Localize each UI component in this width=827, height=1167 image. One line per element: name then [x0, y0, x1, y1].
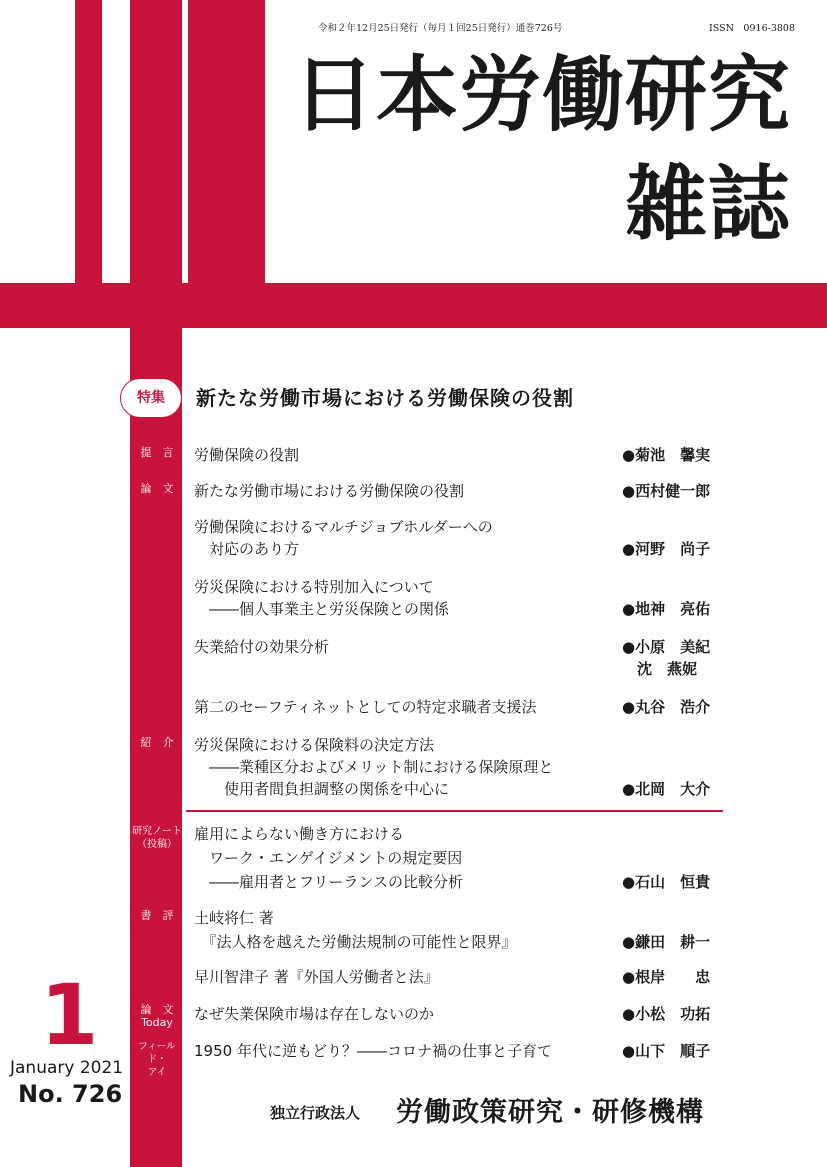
toc-author: ●地神 亮佑 — [622, 600, 711, 618]
toc-line: 『法人格を越えた労働法規制の可能性と限界』 — [194, 933, 517, 951]
toc-author: ●河野 尚子 — [622, 540, 711, 558]
toc-label: 論 文 — [140, 482, 174, 495]
toc-author: ●菊池 馨実 — [622, 446, 711, 464]
toc-line: 新たな労働市場における労働保険の役割 — [194, 482, 465, 500]
toc-line: 1950 年代に逆もどり？――コロナ禍の仕事と子育て — [194, 1042, 552, 1060]
journal-title-line1: 日本労働研究 — [292, 48, 791, 143]
toc-line: 早川智津子 著『外国人労働者と法』 — [194, 968, 439, 986]
toc-line: 失業給付の効果分析 — [194, 638, 330, 656]
toc-line: 労働保険の役割 — [194, 446, 300, 464]
red-band-horizontal — [0, 283, 827, 328]
toc-author: 沈 燕妮 — [622, 660, 698, 678]
white-gap-left — [0, 0, 75, 283]
feature-heading — [120, 378, 780, 418]
section-divider — [186, 810, 723, 812]
toc-author: ●西村健一郎 — [622, 482, 711, 500]
publisher-prefix: 独立行政法人 — [270, 1104, 361, 1122]
white-gap-right — [182, 0, 188, 283]
toc-line: 使用者間負担調整の関係を中心に — [194, 780, 450, 798]
issue-no: No. 726 — [18, 1080, 123, 1108]
toc-line: ――業種区分およびメリット制における保険原理と — [194, 758, 554, 776]
feature-badge: 特集 — [120, 378, 182, 418]
toc-line: 労働保険におけるマルチジョブホルダーへの — [194, 518, 493, 536]
toc-line: ――個人事業主と労災保険との関係 — [194, 600, 450, 618]
publication-info: 令和２年12月25日発行（毎月１回25日発行）通巻726号 — [318, 23, 563, 34]
toc-line: 対応のあり方 — [194, 540, 300, 558]
toc-line: なぜ失業保険市場は存在しないのか — [194, 1005, 435, 1023]
toc-line: 土岐将仁 著 — [194, 909, 274, 927]
toc-label: 紹 介 — [140, 736, 174, 749]
toc-author: ●小原 美紀 — [622, 638, 711, 656]
toc-label: 研究ノート （投稿） — [132, 826, 182, 850]
toc-author: ●山下 順子 — [622, 1042, 711, 1060]
publisher-name: 労働政策研究・研修機構 — [396, 1097, 704, 1128]
toc-label: 論 文 Today — [140, 1003, 174, 1029]
toc-line: ――雇用者とフリーランスの比較分析 — [194, 873, 463, 891]
white-gap-center — [102, 0, 130, 283]
toc-label: フィールド・ アイ — [138, 1041, 176, 1078]
issue-month: January 2021 — [10, 1058, 124, 1078]
toc-author: ●北岡 大介 — [622, 780, 711, 798]
toc-author: ●丸谷 浩介 — [622, 698, 711, 716]
toc-line: 労災保険における特別加入について — [194, 578, 434, 596]
toc-author: ●小松 功拓 — [622, 1005, 711, 1023]
red-band-mid-vertical — [188, 0, 265, 283]
issn: ISSN 0916-3808 — [709, 23, 795, 34]
toc-author: ●鎌田 耕一 — [622, 933, 711, 951]
toc-label: 書 評 — [140, 909, 174, 922]
feature-title: 新たな労働市場における労働保険の役割 — [196, 386, 574, 410]
toc-line: 労災保険における保険料の決定方法 — [194, 736, 435, 754]
toc-line: ワーク・エンゲイジメントの規定要因 — [194, 849, 463, 867]
toc-author: ●石山 恒貴 — [622, 873, 711, 891]
toc-author: ●根岸 忠 — [622, 968, 711, 986]
red-band-left-vertical — [75, 0, 102, 283]
toc-label: 提 言 — [140, 446, 174, 459]
toc-line: 雇用によらない働き方における — [194, 825, 405, 843]
toc-line: 第二のセーフティネットとしての特定求職者支援法 — [194, 698, 537, 716]
journal-title-line2: 雑誌 — [624, 157, 791, 252]
issue-number: 1 — [40, 966, 99, 1064]
